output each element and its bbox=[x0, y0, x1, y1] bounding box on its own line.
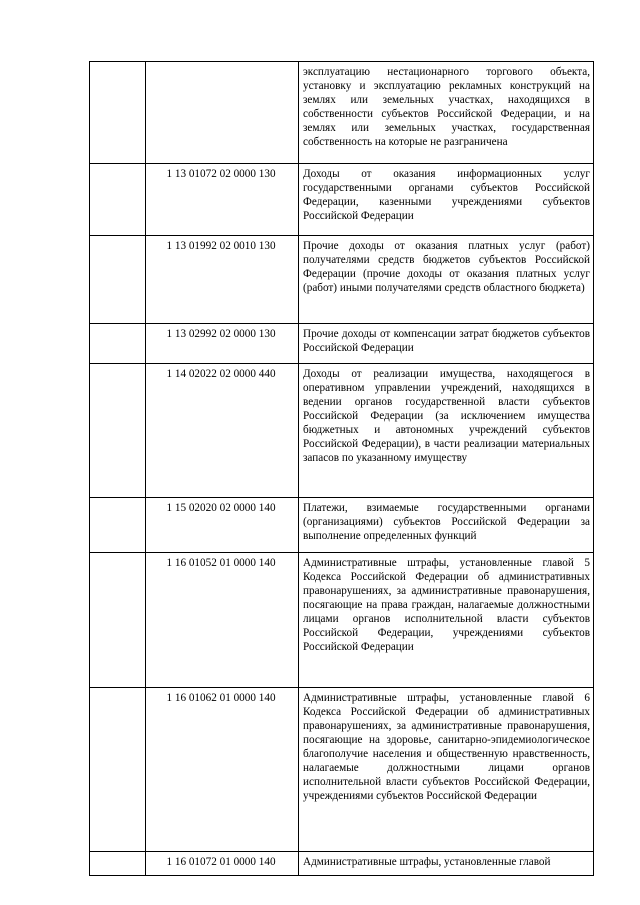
empty-cell bbox=[90, 62, 146, 164]
table-row bbox=[90, 852, 594, 876]
code-cell: 1 16 01062 01 0000 140 bbox=[146, 688, 299, 852]
table-row bbox=[90, 164, 594, 236]
code-cell: 1 16 01072 01 0000 140 bbox=[146, 852, 299, 876]
code-cell: 1 14 02022 02 0000 440 bbox=[146, 364, 299, 498]
table-row bbox=[90, 236, 594, 324]
empty-cell bbox=[90, 364, 146, 498]
table-row bbox=[90, 324, 594, 364]
empty-cell bbox=[90, 688, 146, 852]
table-row bbox=[90, 553, 594, 688]
description-text: Доходы от реализации имущества, находящегося в оперативном управлении учреждений, находящихся в ведении органов государственной власти субъектов Российской Федерации (за исключением имущества бюджетных и автономных учреждений субъектов Российской Федерации), в части реализации материальных запасов по указанному имуществу bbox=[303, 368, 590, 464]
description-text: Административные штрафы, установленные главой bbox=[303, 856, 551, 868]
description-text: Прочие доходы от оказания платных услуг (работ) получателями средств бюджетов субъектов Российской Федерации (прочие доходы от оказания платных услуг (работ) иными получателями средств областного бюджета) bbox=[303, 240, 590, 294]
code-cell: 1 15 02020 02 0000 140 bbox=[146, 498, 299, 553]
description-cell bbox=[299, 324, 594, 364]
description-text: Доходы от оказания информационных услуг государственными органами субъектов Российской Федерации, казенными учреждениями субъектов Российской Федерации bbox=[303, 168, 590, 222]
description-cell bbox=[299, 498, 594, 553]
description-text: Прочие доходы от компенсации затрат бюджетов субъектов Российской Федерации bbox=[303, 328, 590, 354]
empty-cell bbox=[90, 236, 146, 324]
description-text: Платежи, взимаемые государственными органами (организациями) субъектов Российской Федерации за выполнение определенных функций bbox=[303, 502, 590, 542]
description-cell bbox=[299, 164, 594, 236]
description-cell bbox=[299, 852, 594, 876]
description-cell bbox=[299, 553, 594, 688]
description-text: Административные штрафы, установленные главой 6 Кодекса Российской Федерации об административных правонарушениях, за административные правонарушения, посягающие на здоровье, санитарно-эпидемиологическое благополучие населения и общественную нравственность, налагаемые должностными лицами органов исполнительной власти субъектов Российской Федерации, учреждениями субъектов Российской Федерации bbox=[303, 692, 590, 802]
description-text: эксплуатацию нестационарного торгового объекта, установку и эксплуатацию рекламных конструкций на землях или земельных участках, находящихся в собственности субъектов Российской Федерации, и на землях или земельных участках, государственная собственность на которые не разграничена bbox=[303, 66, 590, 148]
empty-cell bbox=[90, 852, 146, 876]
code-cell: 1 13 01992 02 0010 130 bbox=[146, 236, 299, 324]
table-row bbox=[90, 364, 594, 498]
code-cell bbox=[146, 62, 299, 164]
empty-cell bbox=[90, 498, 146, 553]
code-cell: 1 13 01072 02 0000 130 bbox=[146, 164, 299, 236]
description-text: Административные штрафы, установленные главой 5 Кодекса Российской Федерации об административных правонарушениях, за административные правонарушения, посягающие на права граждан, налагаемые должностными лицами органов исполнительной власти субъектов Российской Федерации, учреждениями субъектов Российской Федерации bbox=[303, 557, 590, 653]
description-cell bbox=[299, 236, 594, 324]
table-row bbox=[90, 688, 594, 852]
budget-codes-table bbox=[89, 61, 594, 876]
table-row bbox=[90, 498, 594, 553]
description-cell bbox=[299, 688, 594, 852]
description-cell bbox=[299, 364, 594, 498]
empty-cell bbox=[90, 553, 146, 688]
empty-cell bbox=[90, 164, 146, 236]
empty-cell bbox=[90, 324, 146, 364]
table-row bbox=[90, 62, 594, 164]
code-cell: 1 16 01052 01 0000 140 bbox=[146, 553, 299, 688]
description-cell bbox=[299, 62, 594, 164]
code-cell: 1 13 02992 02 0000 130 bbox=[146, 324, 299, 364]
